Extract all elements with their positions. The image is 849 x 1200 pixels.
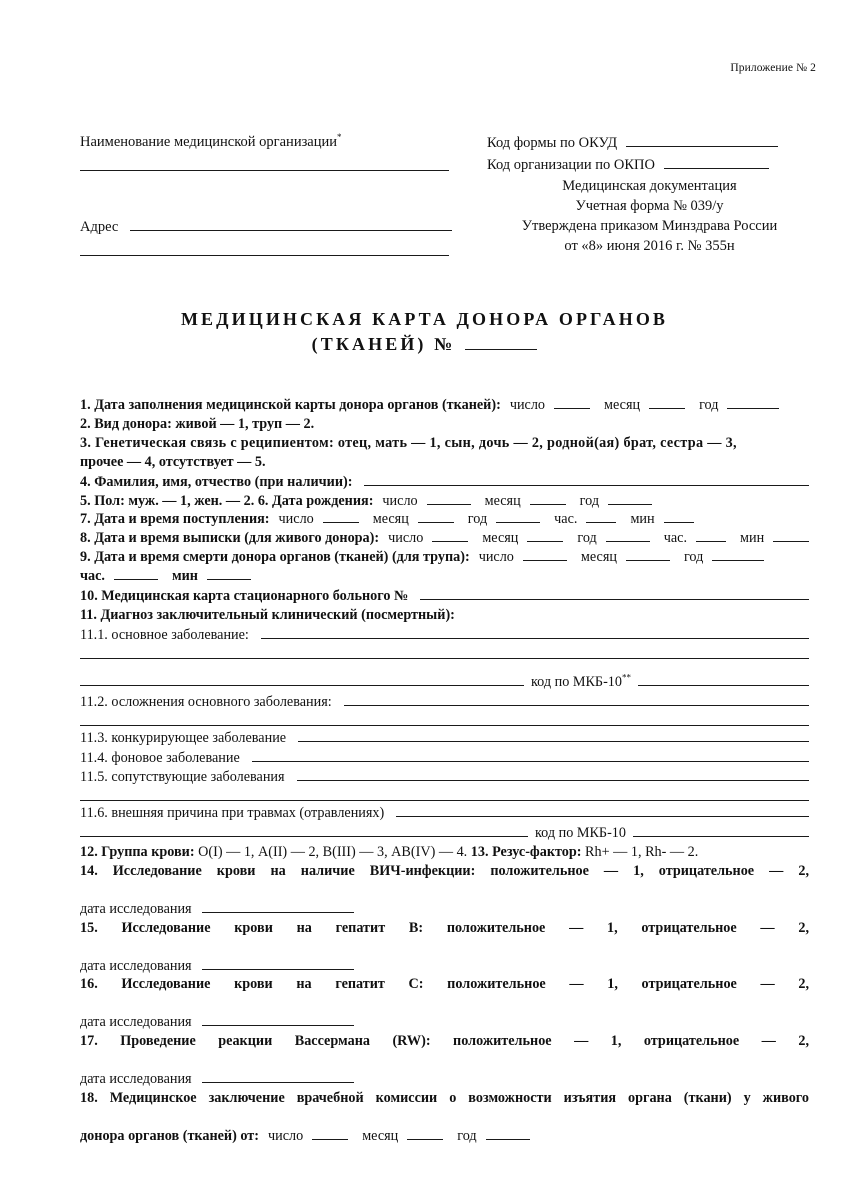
item-11-1-mkb-row [80,672,809,692]
item-6-day-label: число [382,492,418,509]
item-11-3-row [80,728,809,748]
item-18-row-1 [80,1089,809,1127]
address-label: Адрес [80,219,119,235]
item-4-label: 4. Фамилия, имя, отчество (при наличии): [80,473,353,490]
item-3-label-line-1: 3. Генетическая связь с реципиентом: отец, мать — 1, сын, дочь — 2, родной(ая) брат, сестра — 3, [80,434,737,451]
item-17-date-label: дата исследования [80,1071,192,1087]
item-8-day-field[interactable] [432,529,468,542]
item-14-label: 14. Исследование крови на наличие ВИЧ-инфекции: положительное — 1, отрицательное — 2, [80,863,809,880]
item-9-year-label: год [683,549,704,566]
item-8-hour-label: час. [663,530,688,547]
item-11-1-label: 11.1. основное заболевание: [80,626,249,643]
item-11-1-field[interactable] [261,625,809,639]
item-15-row-2 [80,957,809,976]
item-11-2-label: 11.2. осложнения основного заболевания: [80,693,332,710]
form-number-label: Учетная форма № 039/у [575,197,724,214]
item-1-day-label: число [509,397,546,413]
item-8-hour-field[interactable] [696,529,726,542]
item-11-4-row [80,748,809,768]
item-11-3-field[interactable] [298,728,809,742]
item-11-4-field[interactable] [252,748,809,762]
item-9-min-field[interactable] [207,567,251,580]
page-title-line-1: МЕДИЦИНСКАЯ КАРТА ДОНОРА ОРГАНОВ [180,309,669,329]
item-10-card-number-field[interactable] [420,586,809,600]
item-11-label: 11. Диагноз заключительный клинический (посмертный): [80,606,455,623]
item-9-day-field[interactable] [523,548,567,561]
item-4-fullname-field[interactable] [364,472,809,486]
item-1-month-label: месяц [604,397,641,413]
item-18-day-label: число [267,1127,304,1144]
item-7-year-field[interactable] [496,510,540,523]
item-9-day-label: число [478,549,514,566]
item-7-label: 7. Дата и время поступления: [80,511,270,528]
item-7-day-field[interactable] [323,510,359,523]
item-11-6-field[interactable] [396,803,809,817]
item-5-6-row [80,492,809,511]
item-9-year-field[interactable] [712,548,764,561]
form-meta-block [487,177,812,256]
item-10-label: 10. Медицинская карта стационарного больного № [80,588,409,605]
okud-field-line[interactable] [626,133,778,147]
item-11-6-mkb-row [80,823,809,843]
item-8-label: 8. Дата и время выписки (для живого донора): [80,530,380,547]
mkb10-caption-2: код по МКБ-10 [535,825,626,842]
item-18-month-label: месяц [362,1127,399,1144]
item-18-month-field[interactable] [407,1127,443,1140]
item-5-label: 5. Пол: муж. — 1, жен. — 2. 6. Дата рождения: [80,492,374,509]
item-17-row-2 [80,1070,809,1089]
address-row [80,216,452,236]
item-11-5-field[interactable] [297,767,809,781]
organization-name-asterisk: * [337,132,342,143]
item-14-date-label: дата исследования [80,900,192,917]
item-8-day-label: число [388,530,424,547]
item-3-label-line-2: прочее — 4, отсутствует — 5. [80,453,266,470]
item-11-6-label: 11.6. внешняя причина при травмах (отравлениях) [80,805,385,822]
item-1-row [80,396,809,415]
item-9-month-field[interactable] [626,548,670,561]
header-left-column [80,134,460,151]
item-12-13-row [80,843,809,862]
item-8-row [80,529,809,548]
item-7-day-label: число [278,511,314,528]
mkb10-caption-1-text: код по МКБ-10 [531,673,622,690]
item-8-min-label: мин [740,530,765,547]
item-16-row-2 [80,1013,809,1032]
item-7-year-label: год [467,511,488,528]
appendix-label: Приложение № 2 [730,62,816,74]
organization-name-field-line[interactable] [80,170,449,171]
item-1-year-label: год [699,397,719,413]
item-9-row-1 [80,548,809,567]
item-1-year-field[interactable] [727,396,779,409]
item-14-date-field[interactable] [202,900,354,913]
page-title-line-2 [0,334,849,355]
item-9-hour-field[interactable] [114,567,158,580]
item-12-13-label: 12. Группа крови: О(I) — 1, А(II) — 2, В(III) — 3, АВ(IV) — 4. 13. Резус-фактор: Rh+ — 1, Rh- — 2. [80,844,699,861]
item-11-5-label: 11.5. сопутствующие заболевания [80,769,285,786]
okpo-label: Код организации по ОКПО [487,157,655,173]
card-number-field-line[interactable] [465,334,537,350]
item-9-hour-label: час. [80,568,105,585]
item-11-1-field-line-3[interactable] [80,672,524,686]
medical-documentation-label: Медицинская документация [562,178,737,194]
item-16-date-label: дата исследования [80,1014,192,1031]
header-right-column [487,133,812,256]
item-8-month-label: месяц [482,530,519,547]
okpo-code-row [487,155,812,174]
item-7-month-label: месяц [372,511,409,528]
item-15-label: 15. Исследование крови на гепатит В: положительное — 1, отрицательное — 2, [80,919,809,936]
item-10-row [80,586,809,606]
item-14-row-2 [80,900,809,919]
item-6-year-field[interactable] [608,492,652,505]
item-11-6-field-line-2[interactable] [80,823,528,837]
okud-code-row [487,133,812,152]
item-2-row [80,415,809,434]
page-title [0,309,849,355]
approved-date-label: от «8» июня 2016 г. № 355н [564,237,735,254]
item-11-5-row [80,767,809,787]
item-8-month-field[interactable] [527,529,563,542]
item-18-label-line-2: донора органов (тканей) от: [80,1127,259,1144]
item-18-row-2 [80,1127,809,1146]
item-18-label-line-1: 18. Медицинское заключение врачебной комиссии о возможности изъятия органа (ткани) у живого [80,1089,809,1106]
item-7-hour-label: час. [554,511,578,528]
item-1-day-field[interactable] [554,396,590,409]
item-11-2-row [80,692,809,712]
address-field-line[interactable] [130,216,452,231]
item-7-min-label: мин [630,511,655,528]
item-7-month-field[interactable] [418,510,454,523]
okpo-field-line[interactable] [664,155,769,169]
approved-by-label: Утверждена приказом Минздрава России [521,217,778,234]
item-7-min-field[interactable] [664,510,694,523]
item-16-date-field[interactable] [202,1013,354,1026]
item-8-min-field[interactable] [773,529,809,542]
form-body [80,396,809,1146]
mkb10-caption-1 [524,673,638,692]
item-11-6-mkb-code-field[interactable] [633,823,809,837]
item-8-year-label: год [577,530,597,547]
item-15-date-field[interactable] [202,957,354,970]
item-7-row [80,510,809,529]
item-7-hour-field[interactable] [586,510,616,523]
item-3-row-1 [80,434,809,453]
item-4-row [80,472,809,492]
item-11-6-row [80,803,809,823]
item-15-row-1 [80,919,809,957]
item-3-row-2 [80,453,809,472]
item-17-row-1 [80,1032,809,1070]
item-11-3-label: 11.3. конкурирующее заболевание [80,729,287,746]
item-14-row-1 [80,862,809,900]
item-1-month-field[interactable] [649,396,685,409]
item-16-row-1 [80,975,809,1013]
item-17-date-field[interactable] [202,1070,354,1083]
page-title-line-2-text: (ТКАНЕЙ) № [311,334,456,354]
item-18-year-label: год [457,1127,477,1144]
item-9-row-2 [80,567,809,586]
item-6-year-label: год [579,492,600,509]
organization-name-text: Наименование медицинской организации [80,134,338,150]
okud-label: Код формы по ОКУД [487,135,618,151]
item-1-label: 1. Дата заполнения медицинской карты донора органов (тканей): [80,397,501,413]
item-6-day-field[interactable] [427,492,471,505]
item-9-month-label: месяц [580,549,617,566]
item-11-row [80,606,809,625]
item-11-4-label: 11.4. фоновое заболевание [80,749,240,766]
item-15-date-label: дата исследования [80,957,192,974]
item-2-label: 2. Вид донора: живой — 1, труп — 2. [80,415,315,432]
item-18-day-field[interactable] [312,1127,348,1140]
item-16-label: 16. Исследование крови на гепатит С: положительное — 1, отрицательное — 2, [80,976,809,993]
item-9-min-label: мин [171,568,198,585]
item-11-1-row [80,625,809,645]
item-17-label: 17. Проведение реакции Вассермана (RW): положительное — 1, отрицательное — 2, [80,1033,809,1050]
item-6-month-field[interactable] [530,492,566,505]
item-11-1-mkb-code-field[interactable] [638,672,809,686]
item-6-month-label: месяц [484,492,521,509]
item-8-year-field[interactable] [606,529,650,542]
item-9-label: 9. Дата и время смерти донора органов (тканей) (для трупа): [80,549,470,566]
item-11-2-field[interactable] [344,692,809,706]
address-field-line-2[interactable] [80,255,449,256]
item-18-year-field[interactable] [486,1127,530,1140]
organization-name-label [80,134,460,151]
mkb10-caption-1-stars: ** [622,672,631,683]
